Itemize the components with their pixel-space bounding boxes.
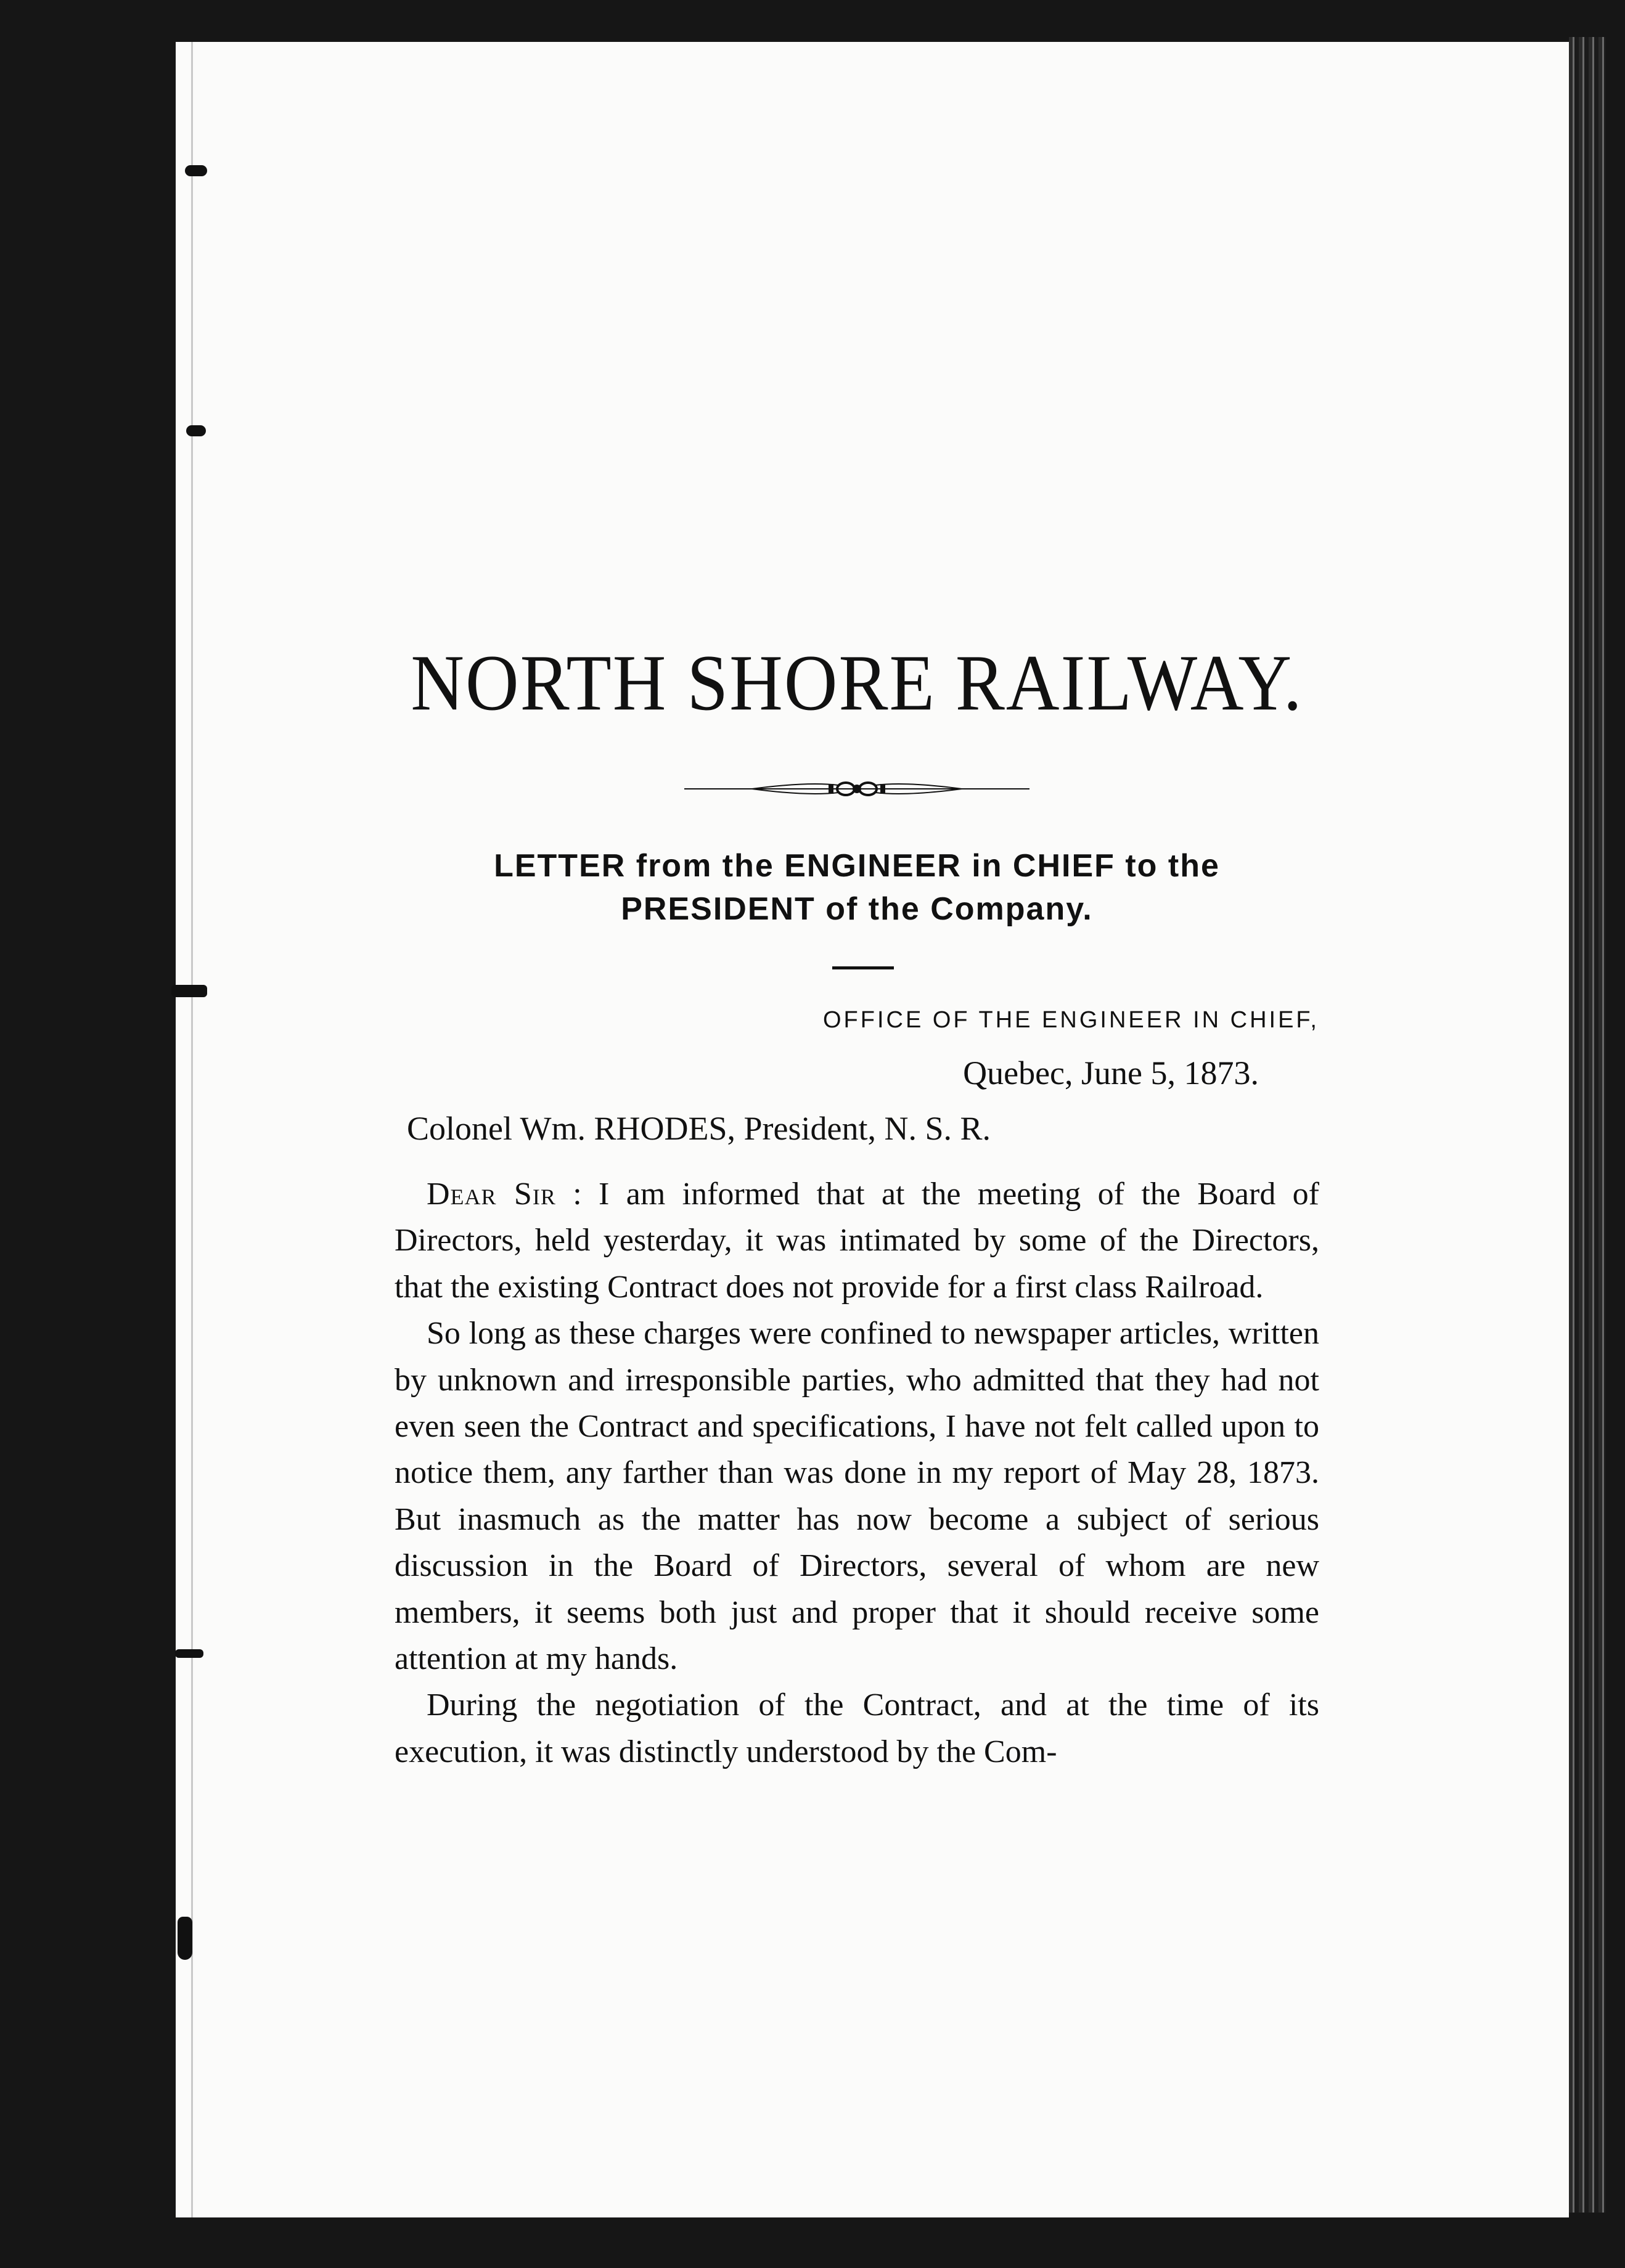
binding-gutter bbox=[191, 42, 193, 2217]
page-stack-edge bbox=[1569, 37, 1606, 2213]
recipient-line: Colonel Wm. RHODES, President, N. S. R. bbox=[407, 1110, 991, 1147]
binding-tassel-mark bbox=[178, 1917, 192, 1960]
ornament-divider-icon bbox=[684, 770, 1029, 807]
paragraph-1-text: : I am informed that at the meeting of the Board of Directors, held yesterday, it was intimated by some of the Directors, that the existing Contract does not provide for a first class Railroad. bbox=[395, 1177, 1320, 1305]
binding-stitch-mark bbox=[171, 985, 207, 997]
paragraph-1 bbox=[395, 1171, 1319, 1310]
binding-stitch-mark bbox=[185, 165, 207, 176]
greeting: Dear Sir bbox=[427, 1177, 556, 1212]
letter-subtitle bbox=[395, 844, 1319, 931]
subtitle-line-1: LETTER from the ENGINEER in CHIEF to the bbox=[494, 848, 1220, 884]
binding-stitch-mark bbox=[186, 425, 206, 436]
document-title: NORTH SHORE RAILWAY. bbox=[411, 638, 1303, 727]
subtitle-line-2: PRESIDENT of the Company. bbox=[621, 891, 1093, 927]
binding-stitch-mark bbox=[175, 1649, 203, 1658]
paragraph-2: So long as these charges were confined to newspaper articles, written by unknown and irresponsible parties, who admitted that they had not even seen the Contract and specifications, I have not felt called upon to notice them, any farther than was done in my report of May 28, 1873. But inasmuch as the matter has now become a subject of serious discussion in the Board of Directors, several of whom are new members, it seems both just and proper that it should receive some attention at my hands. bbox=[395, 1316, 1319, 1677]
letter-date: Quebec, June 5, 1873. bbox=[963, 1054, 1259, 1091]
paragraph-3: During the negotiation of the Contract, and at the time of its execution, it was distinctly understood by the Com- bbox=[395, 1687, 1319, 1769]
letter-body bbox=[395, 1171, 1319, 1775]
section-rule bbox=[832, 966, 894, 969]
office-line: OFFICE OF THE ENGINEER IN CHIEF, bbox=[822, 1007, 1319, 1033]
